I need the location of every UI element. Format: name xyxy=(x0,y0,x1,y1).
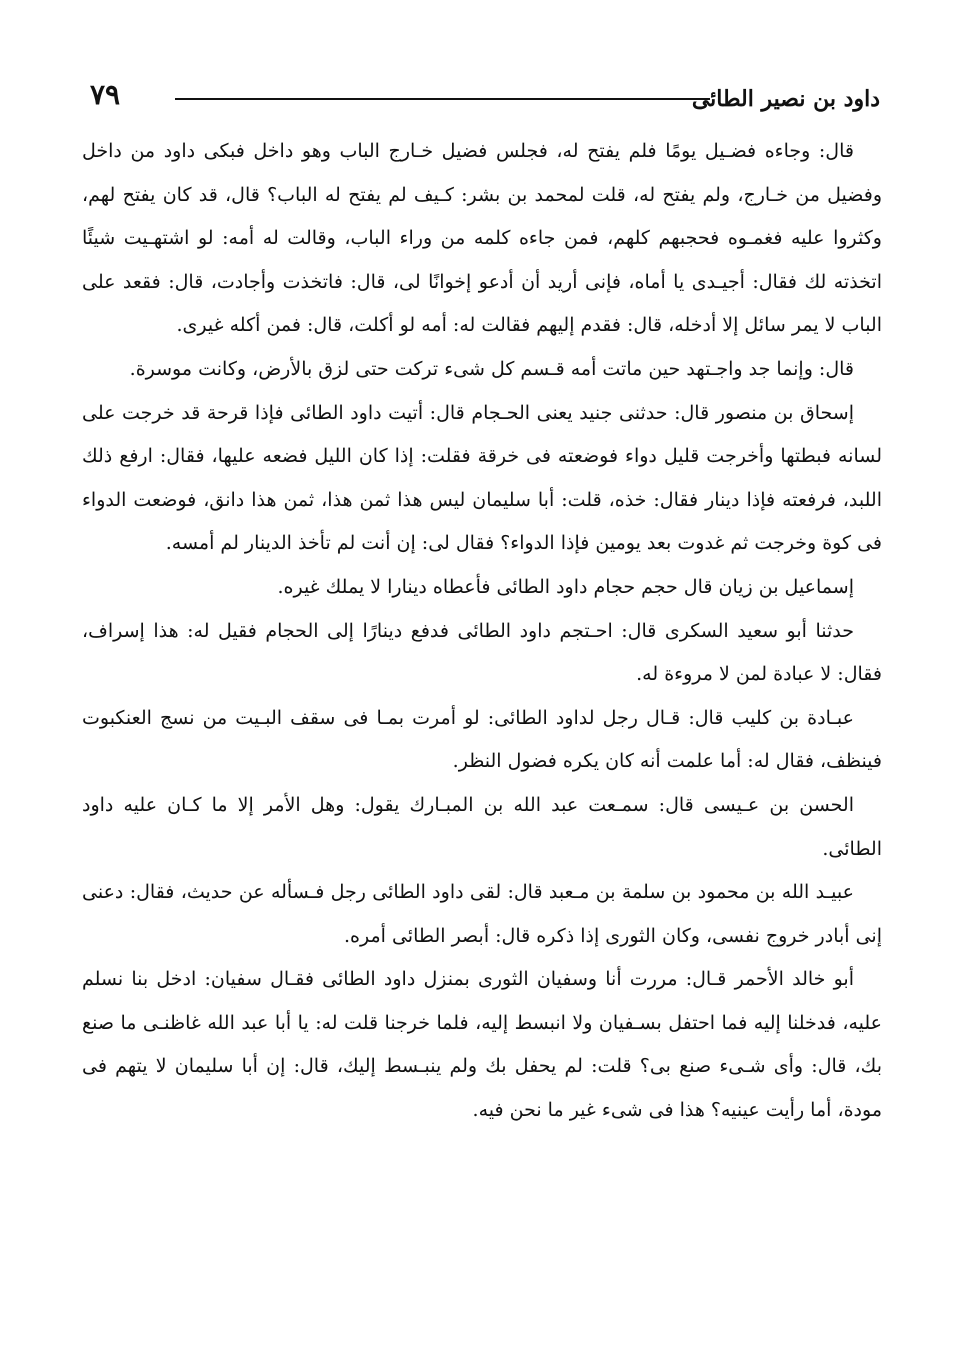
paragraph: حدثنا أبو سعيد السكرى قال: احـتجم داود الطائى فدفع دينارًا إلى الحجام فقيل له: هذا إسراف، فقال: لا عبادة لمن لا مروءة له. xyxy=(82,619,882,686)
paragraph: عبيـد الله بن محمود بن سلمة بن مـعبد قال: لقى داود الطائى رجل فـسأله عن حديث، فقال: دعنى إنى أبادر خروج نفسى، وكان الثورى إذا ذكره قال: أبصر الطائى أمره. xyxy=(82,881,882,947)
paragraph: قال: وإنما جد واجـتهد حين ماتت أمه قـسم كل شىء تركت حتى لزق بالأرض، وكانت موسرة. xyxy=(129,357,854,380)
paragraph: إسماعيل بن زيان قال حجم حجام داود الطائى فأعطاه دينارا لا يملك غيره. xyxy=(277,575,854,598)
paragraph: عبـادة بن كليب قال: قـال رجل لداود الطائى: لو أمرت بمـا فى سقف البـيت من نسج العنكبوت فينظف، فقال له: أما علمت أنه كان يكره فضول النظر. xyxy=(82,706,882,773)
paragraph: قال: وجاءه فضـيل يومًا فلم يفتح له، فجلس فضيل خـارج الباب وهو داخل فبكى داود من داخل وفضيل من خـارج، ولم يفتح له، قلت لمحمد بن بشر: كـيف لم يفتح له الباب؟ قال، قد كان يفتح لهم، وكثروا عليه فغمـوه فحجبهم كلهم، فمن جاءه كلمه من وراء الباب، وقالت له أمه: لو اشتهـيت شيئًا اتخذته لك فقال: أجيـدى يا أماه، فإنى أريد أن أدعو إخوانًا لى، قال: فاتخذت وأجادت، قال: فقعد على الباب لا يمر سائل إلا أدخله، قال: فقدم إليهم فقالت له: أمه لو أكلت، قال: فمن أكله غيرى. xyxy=(82,140,882,337)
paragraph: أبو خالد الأحمر قـال: مررت أنا وسفيان الثورى بمنزل داود الطائى فقـال سفيان: ادخل بنا نسلم عليه، فدخلنا إليه فما احتفل بسـفيان ولا انبسط إليه، فلما خرجنا قلت له: يا أبا عبد الله غاظنـى ما صنع بك، قال: وأى شـىء صنع بى؟ قلت: لم يحفل بك ولم ينبـسط إليك، قال: إن أبا سليمان لا يتهم فى مودة، أما رأيت عينيه؟ هذا فى شىء غير ما نحن فيه. xyxy=(82,968,882,1122)
header-rule xyxy=(175,98,710,100)
paragraph: الحسن بن عـيسى قال: سمـعت عبد الله بن المبـارك يقول: وهل الأمر إلا ما كـان عليه داود الطائى. xyxy=(82,793,882,860)
page-number: ٧٩ xyxy=(90,78,121,111)
body-text xyxy=(82,130,882,1133)
paragraph: إسحاق بن منصور قال: حدثنى جنيد يعنى الحـجام قال: أتيت داود الطائى فإذا قرحة قد خرجت على لسانه فبطتها وأخرجت قليل دواء فوضعته فى خرقة فقلت: إذا كان الليل فضعه عليها، فقال: ارفع ذلك اللبد، فرفعته فإذا دينار فقال: خذه، قلت: أبا سليمان ليس هذا ثمن هذا، ثمن هذا دانق، فوضعت الدواء فى كوة وخرجت ثم غدوت بعد يومين فإذا الدواء؟ فقال لى: إن أنت لم تأخذ الدينار لم أمسه. xyxy=(82,401,882,555)
page-header xyxy=(90,78,880,118)
running-title: داود بن نصير الطائى xyxy=(691,86,880,112)
